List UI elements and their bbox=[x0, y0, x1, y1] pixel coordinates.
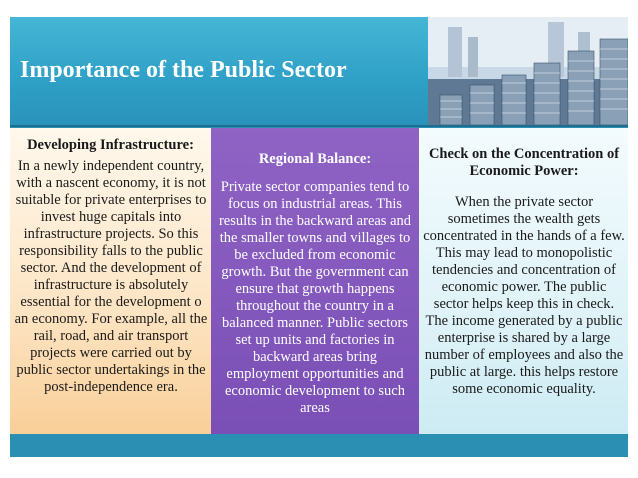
coins-photo bbox=[428, 17, 628, 125]
panel-developing-infrastructure bbox=[10, 128, 211, 434]
panel-check-concentration bbox=[419, 128, 628, 434]
title-banner bbox=[10, 17, 628, 127]
panel-regional-balance bbox=[211, 128, 419, 434]
panel-body: In a newly independent country, with a nascent economy, it is not suitable for private enterprises to invest huge capitals into infrastructure projects. So this responsibility falls to the public sector. And the development of infrastructure is absolutely essential for the development o an economy. For example, all the rail, road, and air transport projects were carried out by public sector undertakings in the post-independence era. bbox=[14, 158, 208, 395]
panel-heading: Developing Infrastructure: bbox=[27, 137, 194, 153]
panel-heading: Regional Balance: bbox=[258, 151, 372, 167]
slide-title: Importance of the Public Sector bbox=[20, 57, 347, 83]
panel-body: Private sector companies tend to focus on industrial areas. This results in the backward areas and the smaller towns and villages to be excluded from economic growth. But the government can ensure that growth happens throughout the country in a balanced manner. Public sectors set up units and factories in backward areas bring employment opportunities and economic development to such areas bbox=[218, 179, 412, 416]
panel-heading: Check on the Concentration of Economic Power: bbox=[428, 146, 620, 179]
footer-band bbox=[10, 434, 628, 457]
panel-body: When the private sector sometimes the wealth gets concentrated in the hands of a few. This may lead to monopolistic tendencies and concentration of economic power. The public sector helps keep this in check. The income generated by a public enterprise is shared by a large number of employees and also the public at large. this helps restore some economic equality. bbox=[423, 194, 625, 397]
slide bbox=[10, 17, 628, 457]
header-divider bbox=[10, 125, 628, 127]
